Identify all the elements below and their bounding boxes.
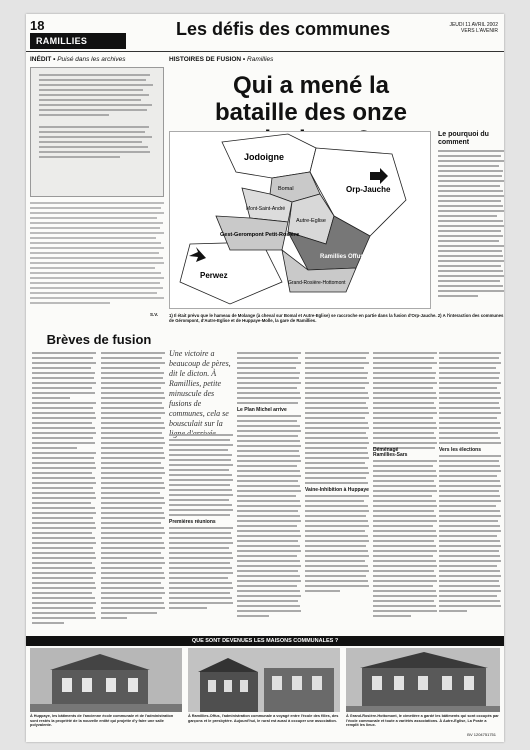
photo-credit: BV 1204751751 [467, 732, 496, 737]
building-image [30, 648, 182, 712]
archive-body-text [30, 202, 164, 318]
newspaper-page [26, 14, 504, 742]
story-kicker: HISTOIRES DE FUSION • Ramillies [169, 56, 274, 63]
photo-grand-rosiere [346, 648, 500, 712]
article-column-4 [373, 352, 437, 634]
archive-kicker-rest: Puisé dans les archives [57, 56, 126, 63]
date-text: JEUDI 11 AVRIL 2002 [449, 22, 498, 28]
archive-kicker-bold: INÉDIT [30, 56, 52, 63]
sidebar-column [438, 131, 504, 317]
story-kicker-rest: Ramillies [247, 56, 274, 63]
article-column-5 [439, 352, 501, 634]
sidebar-text [438, 150, 504, 297]
article-column-1 [169, 434, 233, 634]
subhead-ramillies-sars: Ramillies-Sars [373, 452, 408, 458]
map-label-mont: Mont-Saint-André [246, 206, 286, 212]
photo-caption-2: À Ramillies-Offus, l'administration communale a voyagé entre l'école des filles, des garçons et le presbytère. Aujourd'hui, le rural est aussi à occuper une association. [188, 714, 339, 723]
header-rule [26, 51, 504, 52]
map-label-jodoigne: Jodoigne [244, 152, 284, 162]
perwez-region [180, 242, 282, 304]
fusion-map [169, 131, 431, 309]
photo-caption-1: À Huppaye, les bâtiments de l'ancienne école communale et de l'administration sont restés la propriété de la nouvelle entité qui projette d'y faire une salle polyvalente. [30, 714, 174, 728]
photo-caption-3: À Grand-Rosière-Hottomont, le cimetière a gardé les bâtiments qui sont occupés par l'école communale et toute a variétés associations. À Autre-Eglise, La Poste a remplit les lieux. [346, 714, 499, 728]
map-label-autre: Autre-Eglise [296, 218, 326, 224]
breves-column-1 [32, 352, 96, 634]
map-label-grand-rosiere: Grand-Rosière-Hottomont [288, 280, 346, 286]
page-header [26, 14, 504, 52]
breves-title: Brèves de fusion [46, 332, 152, 347]
headline: Qui a mené la bataille des onze [214, 72, 408, 126]
photo-band-title: QUE SONT DEVENUES LES MAISONS COMMUNALES ? [26, 636, 504, 646]
building-image [188, 648, 340, 712]
subhead-premieres: Premières réunions [169, 519, 216, 525]
map-label-gest: Gest-Gerompont Petit-Rosière [220, 232, 300, 238]
photo-huppaye [30, 648, 182, 712]
breves-column-2 [101, 352, 165, 634]
subhead-huppaye: Vaine-Inhibition à Huppaye [305, 487, 369, 493]
newspaper-name: VERS L'AVENIR [461, 28, 498, 34]
building-image [346, 648, 500, 712]
archive-text-lines [31, 68, 163, 167]
subhead-elections: Vers les élections [439, 447, 481, 453]
page-number: 18 [30, 18, 45, 33]
subhead-plan-michel: Le Plan Michel arrive [237, 407, 287, 413]
photo-ramillies [188, 648, 340, 712]
sidebar-title: Le pourquoi du comment [438, 131, 489, 146]
archive-signature: S.V. [150, 312, 159, 317]
article-column-2 [237, 352, 301, 634]
date-line [428, 22, 498, 34]
archive-scan [30, 67, 164, 197]
map-label-ramillies: Ramillies Offus [320, 254, 364, 260]
archive-kicker: INÉDIT • Puisé dans les archives [30, 56, 126, 63]
map-label-perwez: Perwez [200, 271, 228, 280]
subhead-demenage: Déménagé [373, 447, 399, 453]
pull-quote: Une victoire a beaucoup de pères, dit le dicton. À Ramillies, petite minuscule des fusions de communes, cela se bousculait sur la [169, 349, 231, 428]
section-label: RAMILLIES [30, 33, 126, 49]
map-caption: 1) Il était prévu que le hameau de Molange (à cheval sur Bomal et Autre-Eglise) se raccroche en partie dans la fusion d'Orp-Jauche. 2) A l'interaction des communes de Gérompont, d'Autre-Eglise et de Huppaye-Molle, la gare de Ramillies. [169, 313, 504, 324]
map-label-bomal: Bomal [278, 186, 294, 192]
map-label-orp: Orp-Jauche [346, 185, 391, 194]
page-title: Les défis des communes [176, 19, 391, 39]
map-svg [170, 132, 432, 310]
article-column-3 [305, 352, 369, 634]
story-kicker-bold: HISTOIRES DE FUSION [169, 56, 242, 63]
